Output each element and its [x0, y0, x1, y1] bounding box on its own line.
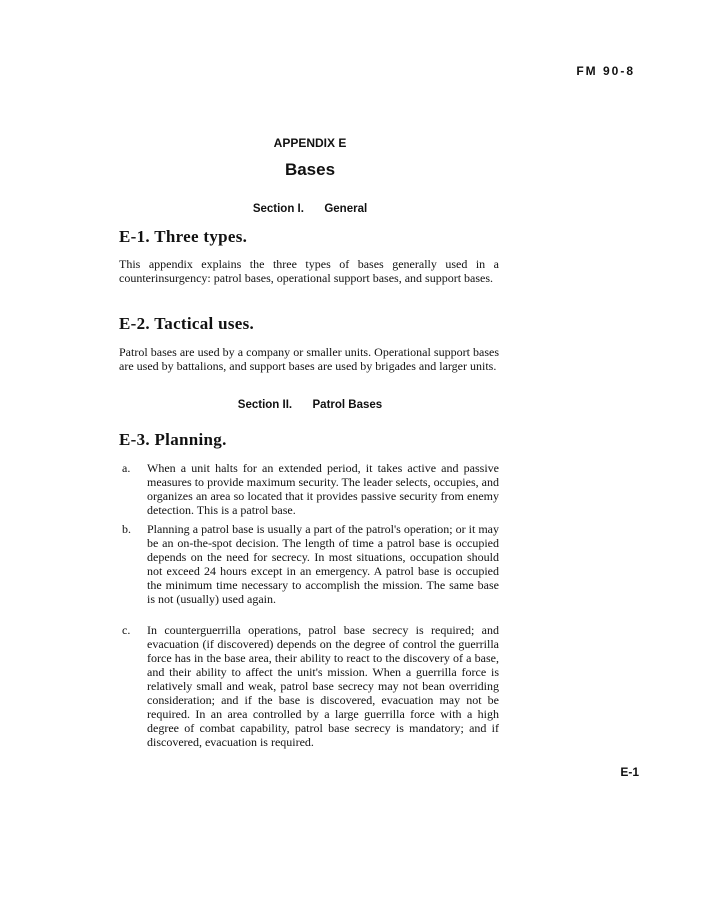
item-marker: b.	[122, 522, 131, 536]
item-marker: a.	[122, 461, 131, 475]
section-name: General	[324, 203, 368, 215]
paragraph-heading-e3: E-3. Planning.	[119, 430, 227, 449]
appendix-label: APPENDIX E	[273, 136, 347, 150]
item-text: Planning a patrol base is usually a part of the patrol's operation; or it may be an on-the-spot decision. The length of time a patrol base is occupied depends on the need for secrecy. In most situations, occupation should not exceed 24 hours except in an emergency. A patrol base is occupied the minimum time necessary to accomplish the mission. The same base is not (usually) used again.	[147, 522, 499, 606]
list-item-b	[119, 522, 499, 606]
list-item-a	[119, 461, 499, 517]
paragraph-text-e2: Patrol bases are used by a company or smaller units. Operational support bases are used by battalions, and support bases are used by brigades and larger units.	[119, 345, 499, 373]
section-header-2	[0, 399, 620, 411]
page-title: Bases	[284, 160, 336, 179]
item-marker: c.	[122, 623, 131, 637]
section-label: Section I.	[252, 203, 304, 215]
document-id: FM 90-8	[576, 64, 635, 78]
list-item-c	[119, 623, 499, 749]
paragraph-heading-e2: E-2. Tactical uses.	[119, 314, 255, 333]
paragraph-text-e1: This appendix explains the three types of bases generally used in a counterinsurgency: patrol bases, operational support bases, and support bases.	[119, 257, 499, 285]
paragraph-heading-e1: E-1. Three types.	[119, 227, 248, 246]
page-number: E-1	[620, 765, 639, 779]
item-text: When a unit halts for an extended period, it takes active and passive measures to provide maximum security. The leader selects, occupies, and organizes an area so located that it provides passive security from enemy detection. This is a patrol base.	[147, 461, 499, 517]
section-label: Section II.	[237, 399, 293, 411]
section-header-1	[0, 203, 620, 215]
section-name: Patrol Bases	[312, 399, 383, 411]
item-text: In counterguerrilla operations, patrol base secrecy is required; and evacuation (if discovered) depends on the degree of control the guerrilla force has in the base area, their ability to react to the discovery of a base, and their ability to affect the unit's mission. When a guerrilla force is relatively small and weak, patrol base secrecy may not bean overriding consideration; and if the base is discovered, evacuation may not be required. In an area controlled by a large guerrilla force with a high degree of combat capability, patrol base secrecy is mandatory; and if discovered, evacuation is required.	[147, 623, 499, 749]
